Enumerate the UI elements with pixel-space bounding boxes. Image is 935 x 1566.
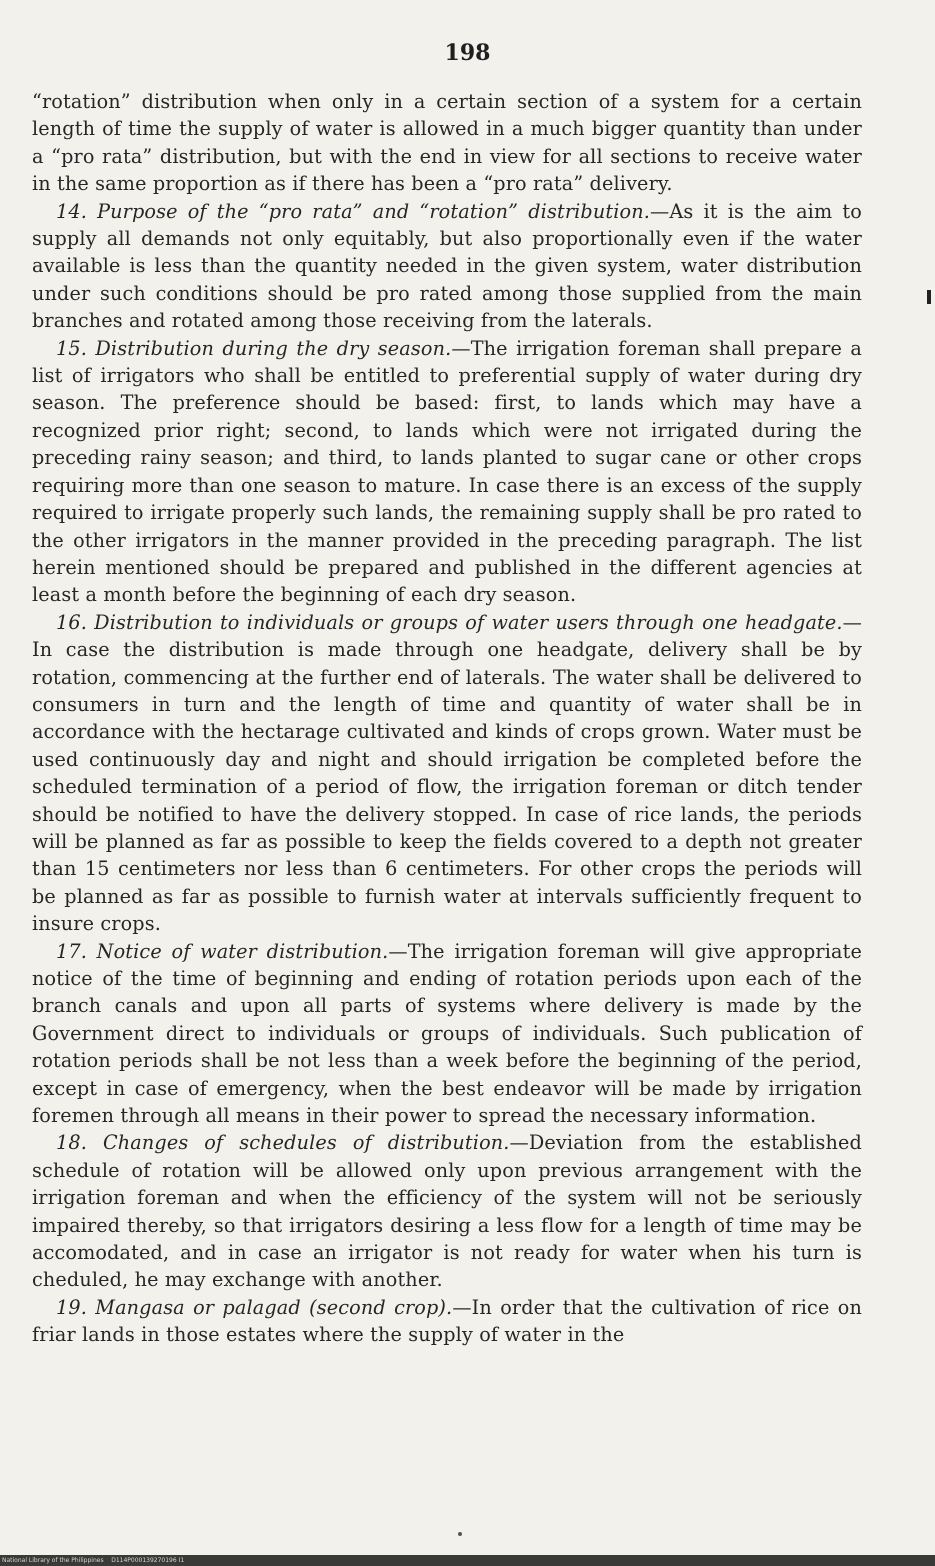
- section-18: [32, 1129, 862, 1293]
- section-19: [32, 1294, 862, 1349]
- section-text: —The irrigation foreman shall prepare a list of irrigators who shall be entitled to preferential supply of water during dry season. The preference should be based: first, to lands which may have a recognized prior right; second, to lands which were not irrigated during the preceding rainy season; and third, to lands planted to sugar cane or other crops requiring more than one season to mature. In case there is an excess of the supply required to irrigate properly such lands, the remaining supply shall be pro rated to the other irrigators in the manner provided in the preceding paragraph. The list herein mentioned should be prepared and published in the different agencies at least a month before the beginning of each dry season.: [32, 336, 862, 607]
- scan-edge-mark: [927, 290, 931, 304]
- scan-dot-mark: [458, 1532, 462, 1536]
- section-text: —In order that the cultivation of rice on friar lands in those estates where the supply of water in the: [32, 1295, 862, 1347]
- section-heading: 19. Mangasa or palagad (second crop).: [56, 1295, 453, 1319]
- paragraph-continuation: [32, 88, 862, 198]
- footer-text: National Library of the Philippines D114P000139270196 I1: [2, 1557, 185, 1564]
- section-16: [32, 609, 862, 938]
- section-heading: 15. Distribution during the dry season.: [56, 336, 452, 360]
- page-number: 198: [444, 40, 491, 66]
- paragraph-text: “rotation” distribution when only in a certain section of a system for a certain length of time the supply of water is allowed in a much bigger quantity than under a “pro rata” distribution, but with the end in view for all sections to receive water in the same proportion as if there has been a “pro rata” delivery.: [32, 90, 862, 196]
- section-text: —As it is the aim to supply all demands not only equitably, but also proportionally even if the water available is less than the quantity needed in the given system, water distribution under such conditions should be pro rated among those supplied from the main branches and rotated among those receiving from the laterals.: [32, 199, 862, 333]
- section-14: [32, 198, 862, 335]
- section-17: [32, 938, 862, 1130]
- section-text: —In case the distribution is made through one headgate, delivery shall be by rotation, commencing at the further end of laterals. The water shall be delivered to consumers in turn and the length of time and quantity of water shall be in accordance with the hectarage cultivated and kinds of crops grown. Water must be used continuously day and night and should irrigation be completed before the scheduled termination of a period of flow, the irrigation foreman or ditch tender should be notified to have the delivery stopped. In case of rice lands, the periods will be planned as far as possible to keep the fields covered to a depth not greater than 15 centimeters nor less than 6 centimeters. For other crops the periods will be planned as far as possible to furnish water at intervals sufficiently frequent to insure crops.: [32, 610, 862, 936]
- section-text: —The irrigation foreman will give appropriate notice of the time of beginning and ending of rotation periods upon each of the branch canals and upon all parts of systems where delivery is made by the Government direct to individuals or groups of individuals. Such publication of rotation periods shall be not less than a week before the beginning of the period, except in case of emergency, when the best endeavor will be made by irrigation foremen through all means in their power to spread the necessary information.: [32, 939, 862, 1128]
- body-text: [32, 88, 862, 1349]
- scan-footer: [0, 1555, 935, 1566]
- section-heading: 16. Distribution to individuals or groups of water users through one headgate.: [56, 610, 843, 634]
- section-text: —Deviation from the established schedule of rotation will be allowed only upon previous arrangement with the irrigation foreman and when the efficiency of the system will not be seriously impaired thereby, so that irrigators desiring a less flow for a length of time may be accomodated, and in case an irrigator is not ready for water when his turn is cheduled, he may exchange with another.: [32, 1131, 862, 1292]
- section-heading: 14. Purpose of the “pro rata” and “rotation” distribution.: [56, 199, 650, 223]
- section-heading: 17. Notice of water distribution.: [56, 939, 389, 963]
- section-heading: 18. Changes of schedules of distribution.: [56, 1131, 510, 1155]
- section-15: [32, 335, 862, 609]
